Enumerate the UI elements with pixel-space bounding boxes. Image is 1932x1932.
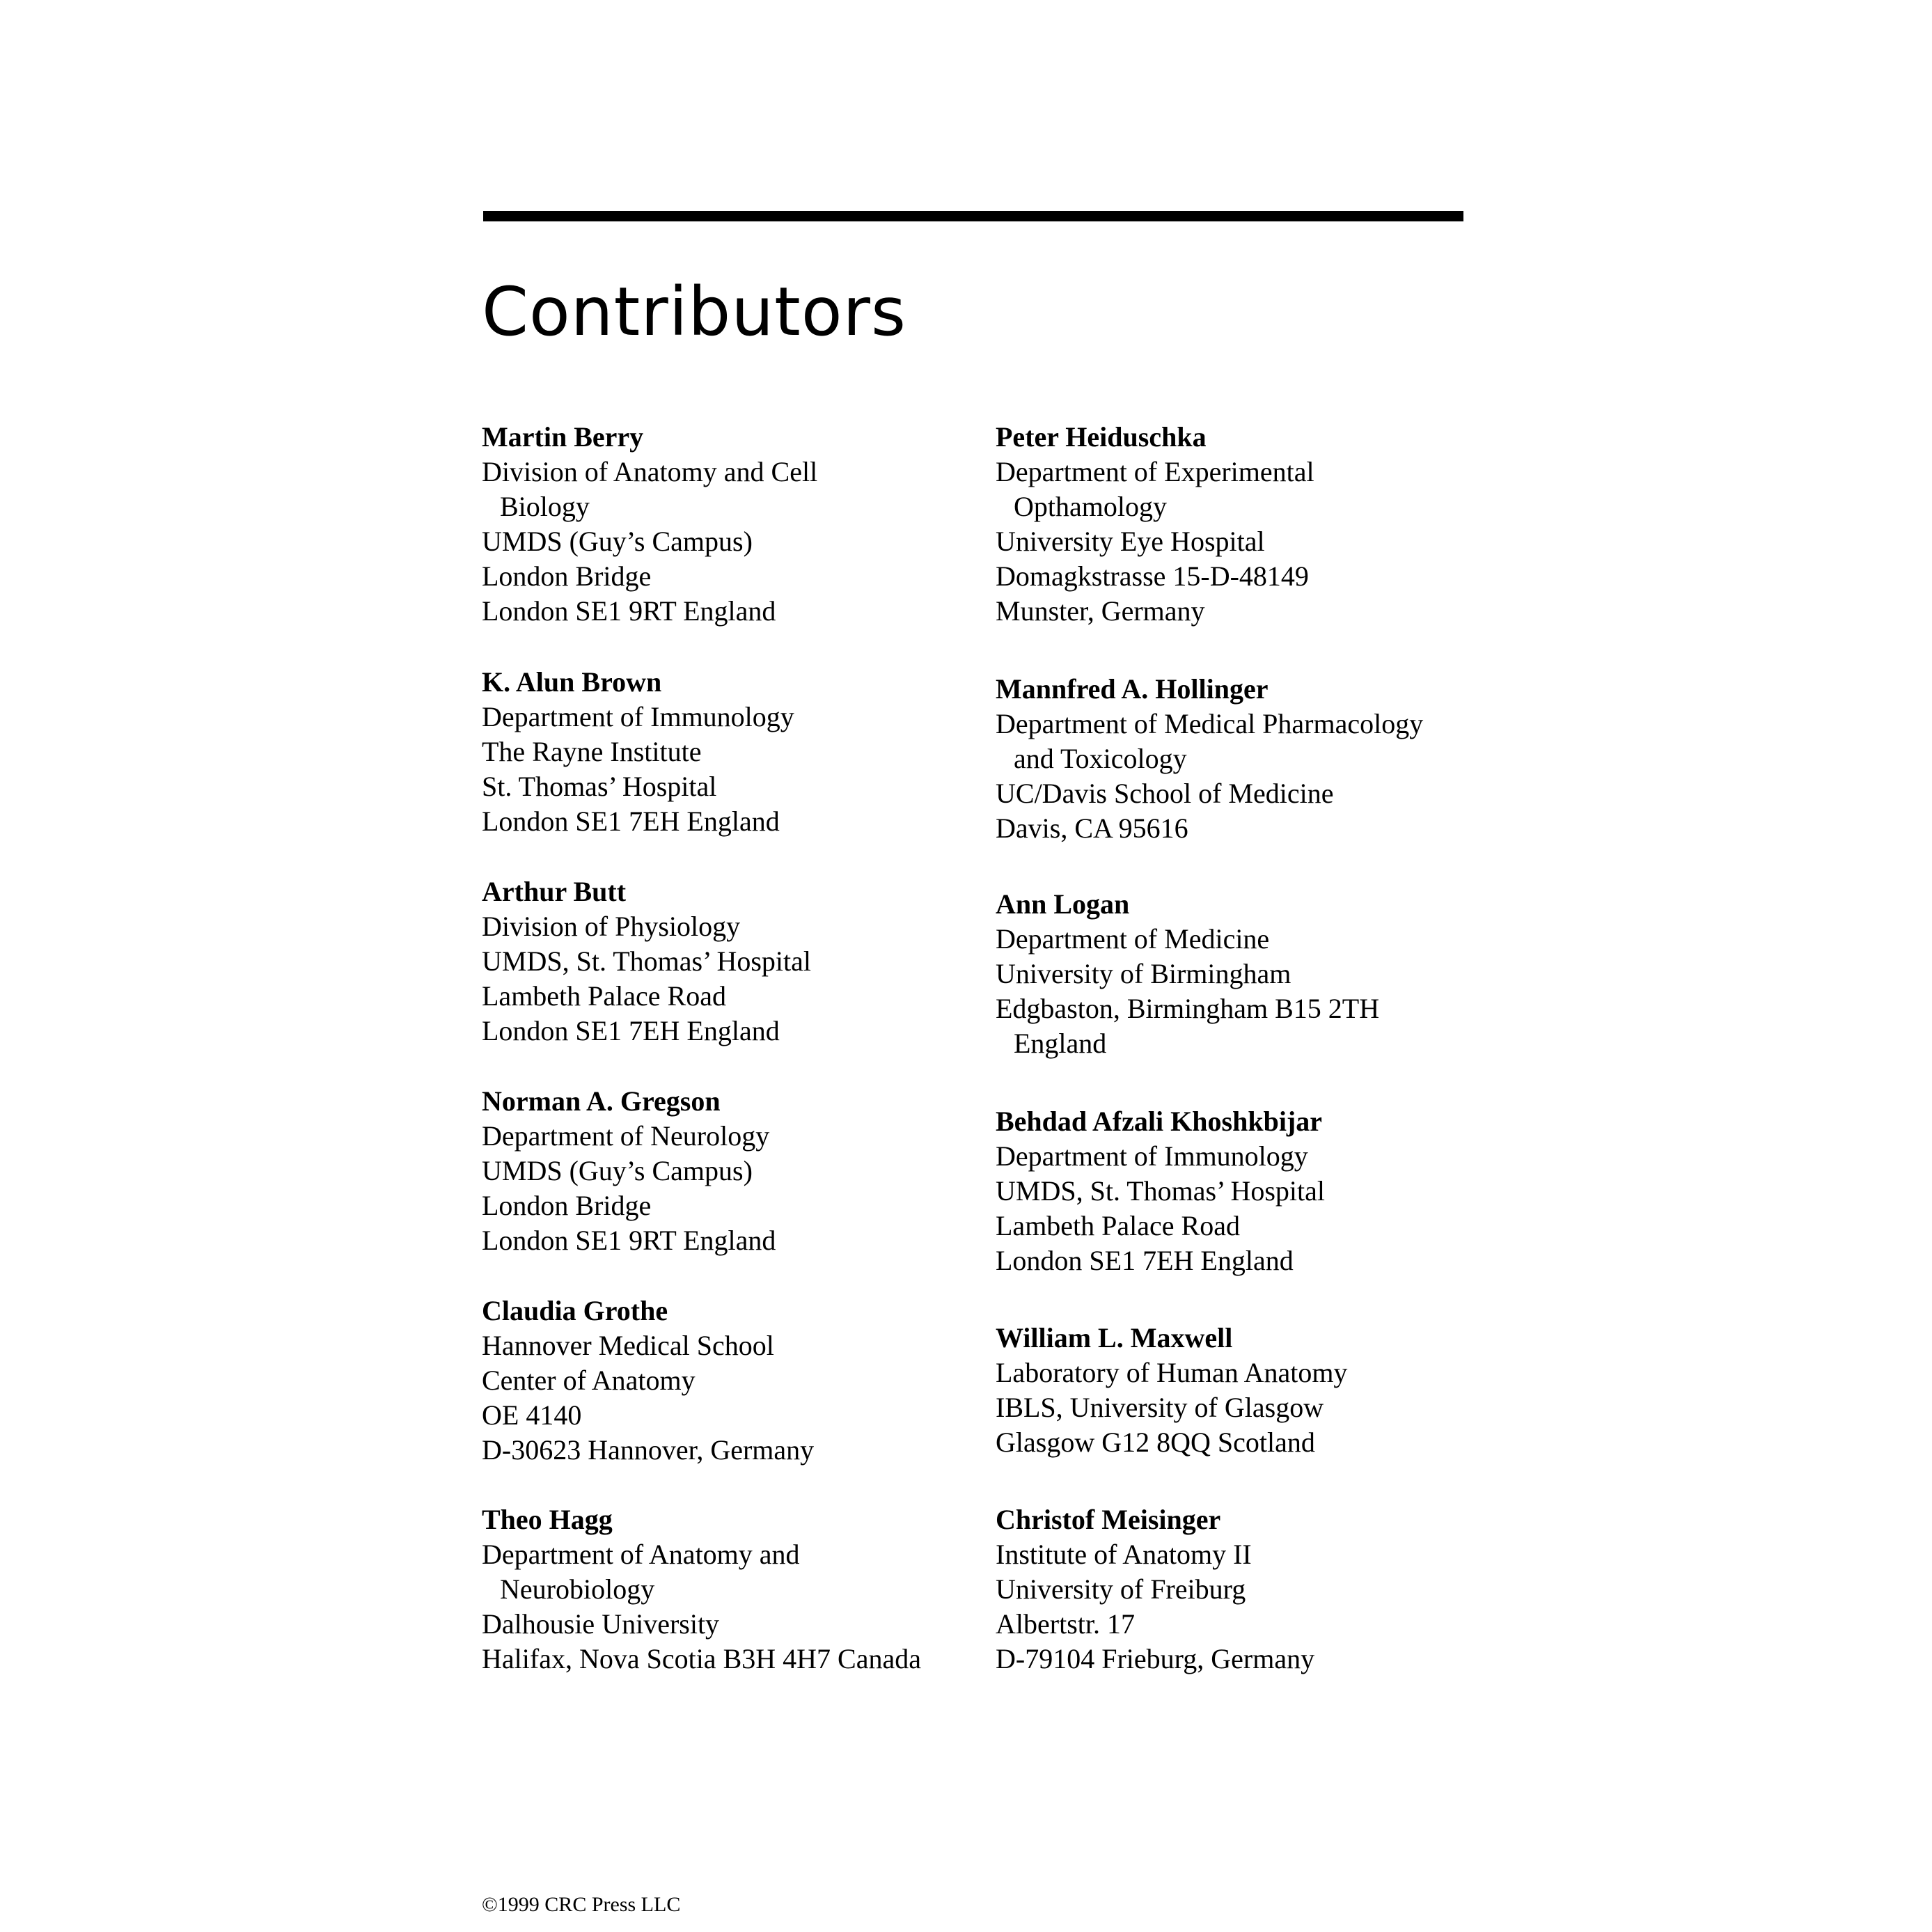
- affiliation-line: The Rayne Institute: [482, 736, 702, 767]
- affiliation-line: Department of Anatomy and: [482, 1539, 800, 1570]
- contributor-entry: [482, 1294, 983, 1468]
- affiliation-line: IBLS, University of Glasgow: [996, 1392, 1324, 1423]
- affiliation-line: Domagkstrasse 15-D-48149: [996, 560, 1309, 592]
- affiliation-line: London SE1 7EH England: [482, 806, 780, 837]
- affiliation-line: Institute of Anatomy II: [996, 1539, 1252, 1570]
- affiliation-line: Edgbaston, Birmingham B15 2TH: [996, 993, 1380, 1024]
- affiliation-line: Department of Medicine: [996, 923, 1270, 955]
- affiliation-line: Halifax, Nova Scotia B3H 4H7 Canada: [482, 1643, 921, 1674]
- contributor-name: Behdad Afzali Khoshkbijar: [996, 1106, 1323, 1137]
- contributor-entry: [996, 887, 1497, 1061]
- contributor-entry: [482, 420, 983, 629]
- contributor-name: Martin Berry: [482, 421, 644, 453]
- affiliation-line: Center of Anatomy: [482, 1365, 696, 1396]
- contributor-entry: [482, 1084, 983, 1258]
- copyright-footer: ©1999 CRC Press LLC: [482, 1893, 681, 1916]
- affiliation-line: London SE1 7EH England: [996, 1245, 1294, 1276]
- affiliation-line: London Bridge: [482, 560, 652, 592]
- affiliation-line: London SE1 9RT England: [482, 595, 776, 627]
- contributor-name: William L. Maxwell: [996, 1322, 1233, 1353]
- affiliation-line: London Bridge: [482, 1190, 652, 1221]
- contributor-name: Ann Logan: [996, 888, 1130, 920]
- affiliation-line: St. Thomas’ Hospital: [482, 771, 717, 802]
- affiliation-line: Dalhousie University: [482, 1608, 720, 1640]
- affiliation-line: Hannover Medical School: [482, 1330, 774, 1361]
- contributor-name: Peter Heiduschka: [996, 421, 1207, 453]
- affiliation-line: University of Birmingham: [996, 958, 1291, 989]
- affiliation-line: London SE1 7EH England: [482, 1015, 780, 1046]
- affiliation-line: Department of Medical Pharmacology: [996, 708, 1424, 739]
- contributor-name: Theo Hagg: [482, 1504, 613, 1535]
- affiliation-line: Department of Neurology: [482, 1120, 770, 1152]
- affiliation-line: Division of Anatomy and Cell: [482, 456, 818, 487]
- contributor-name: Mannfred A. Hollinger: [996, 673, 1269, 705]
- affiliation-line: Glasgow G12 8QQ Scotland: [996, 1427, 1315, 1458]
- contributor-entry: [996, 1104, 1497, 1278]
- contributor-name: Christof Meisinger: [996, 1504, 1221, 1535]
- affiliation-line: Albertstr. 17: [996, 1608, 1135, 1640]
- affiliation-line: and Toxicology: [1014, 743, 1187, 774]
- affiliation-line: England: [1014, 1028, 1107, 1059]
- contributor-entry: [996, 672, 1497, 846]
- affiliation-line: Neurobiology: [500, 1573, 655, 1605]
- contributor-entry: [996, 420, 1497, 629]
- contributor-name: K. Alun Brown: [482, 666, 662, 698]
- contributor-entry: [996, 1502, 1497, 1676]
- affiliation-line: UMDS (Guy’s Campus): [482, 1155, 753, 1186]
- affiliation-line: Lambeth Palace Road: [996, 1210, 1240, 1241]
- affiliation-line: UMDS (Guy’s Campus): [482, 526, 753, 557]
- affiliation-line: University Eye Hospital: [996, 526, 1265, 557]
- affiliation-line: Laboratory of Human Anatomy: [996, 1357, 1348, 1388]
- contributor-name: Arthur Butt: [482, 876, 627, 907]
- affiliation-line: University of Freiburg: [996, 1573, 1246, 1605]
- contributor-entry: [482, 665, 983, 839]
- affiliation-line: D-79104 Frieburg, Germany: [996, 1643, 1315, 1674]
- affiliation-line: UC/Davis School of Medicine: [996, 778, 1334, 809]
- affiliation-line: UMDS, St. Thomas’ Hospital: [996, 1175, 1325, 1207]
- contributor-entry: [482, 1502, 983, 1676]
- contributor-entry: [996, 1321, 1497, 1460]
- affiliation-line: OE 4140: [482, 1399, 582, 1431]
- affiliation-line: Division of Physiology: [482, 911, 741, 942]
- contributor-name: Norman A. Gregson: [482, 1085, 721, 1117]
- contributor-entry: [482, 874, 983, 1049]
- affiliation-line: Department of Immunology: [482, 701, 794, 732]
- affiliation-line: D-30623 Hannover, Germany: [482, 1434, 815, 1466]
- affiliation-line: Davis, CA 95616: [996, 812, 1188, 844]
- title-rule: [483, 211, 1463, 221]
- affiliation-line: Munster, Germany: [996, 595, 1205, 627]
- affiliation-line: Lambeth Palace Road: [482, 980, 726, 1012]
- affiliation-line: London SE1 9RT England: [482, 1225, 776, 1256]
- affiliation-line: Biology: [500, 491, 590, 522]
- affiliation-line: UMDS, St. Thomas’ Hospital: [482, 945, 811, 977]
- page-title: Contributors: [482, 273, 907, 351]
- contributor-name: Claudia Grothe: [482, 1295, 668, 1326]
- affiliation-line: Department of Immunology: [996, 1140, 1308, 1172]
- affiliation-line: Opthamology: [1014, 491, 1167, 522]
- affiliation-line: Department of Experimental: [996, 456, 1314, 487]
